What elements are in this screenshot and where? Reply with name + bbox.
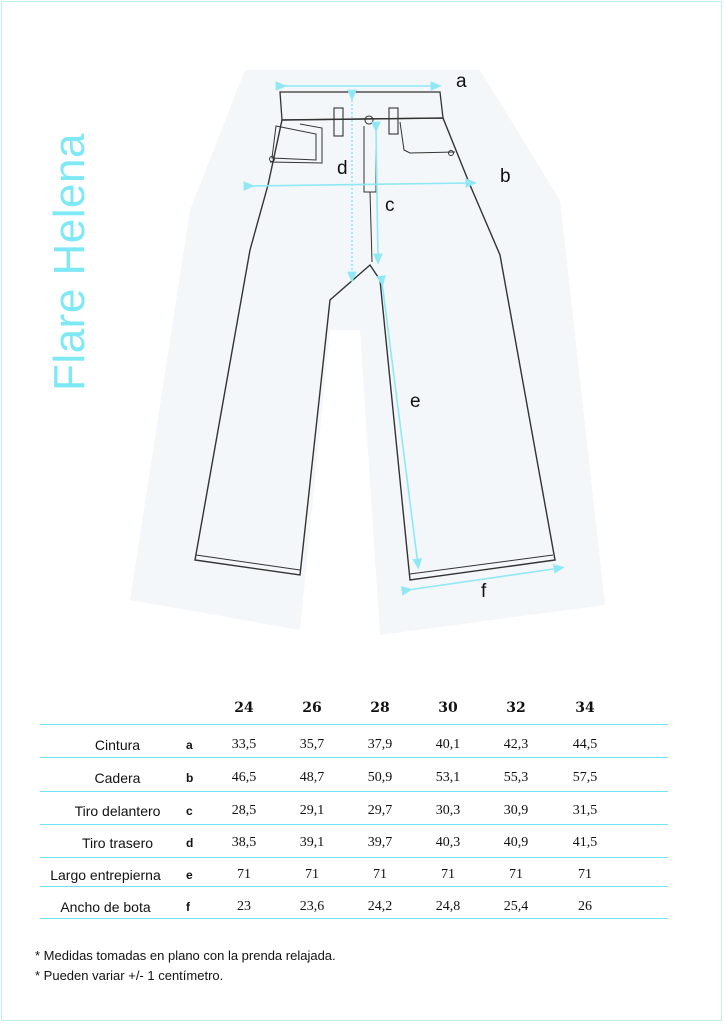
table-cell: 39,7: [367, 835, 393, 850]
table-cell: 55,3: [503, 770, 529, 785]
table-cell: 25,4: [503, 899, 529, 914]
size-header: 24: [234, 700, 254, 716]
row-name: Tiro delantero: [74, 803, 161, 819]
table-cell: 71: [578, 867, 592, 882]
table-cell: 26: [578, 899, 592, 914]
table-cell: 24,8: [435, 899, 461, 914]
table-cell: 57,5: [572, 770, 598, 785]
footnotes: [35, 946, 336, 986]
table-cell: 35,7: [299, 737, 325, 752]
table-cell: 37,9: [367, 737, 393, 752]
footnote: * Pueden variar +/- 1 centímetro.: [35, 968, 224, 983]
size-header: 30: [438, 700, 458, 716]
table-cell: 71: [441, 867, 455, 882]
row-divider: [40, 824, 668, 825]
footnote: * Medidas tomadas en plano con la prenda relajada.: [35, 948, 336, 963]
table-cell: 71: [305, 867, 319, 882]
row-divider: [40, 918, 668, 919]
table-cell: 23,6: [299, 899, 325, 914]
product-title: Flare Helena: [45, 133, 94, 391]
table-cell: 29,7: [367, 803, 393, 818]
measure-label-d: d: [337, 158, 348, 179]
row-code: f: [186, 900, 190, 914]
table-cell: 33,5: [231, 737, 257, 752]
row-name: Tiro trasero: [81, 835, 154, 851]
table-cell: 23: [237, 899, 251, 914]
table-cell: 40,3: [435, 835, 461, 850]
table-cell: 53,1: [435, 770, 461, 785]
row-name: Cadera: [94, 770, 141, 786]
row-divider: [40, 724, 668, 725]
measure-label-b: b: [500, 166, 511, 187]
row-name: Largo entrepierna: [50, 867, 161, 883]
measure-label-c: c: [385, 195, 395, 216]
row-divider: [40, 886, 668, 887]
table-cell: 50,9: [367, 770, 393, 785]
table-cell: 41,5: [572, 835, 598, 850]
table-cell: 44,5: [572, 737, 598, 752]
size-header: 26: [302, 700, 322, 716]
row-divider: [40, 757, 668, 758]
row-divider: [40, 791, 668, 792]
table-cell: 40,1: [435, 737, 461, 752]
table-cell: 24,2: [367, 899, 393, 914]
table-cell: 42,3: [503, 737, 529, 752]
table-cell: 71: [237, 867, 251, 882]
measure-label-a: a: [456, 71, 467, 92]
table-cell: 29,1: [299, 803, 325, 818]
row-code: b: [186, 771, 194, 785]
table-cell: 40,9: [503, 835, 529, 850]
table-cell: 30,9: [503, 803, 529, 818]
table-cell: 31,5: [572, 803, 598, 818]
table-cell: 38,5: [231, 835, 257, 850]
size-header: 32: [506, 700, 526, 716]
row-code: a: [186, 738, 193, 752]
row-name: Ancho de bota: [60, 899, 151, 915]
table-cell: 30,3: [435, 803, 461, 818]
row-code: e: [186, 868, 193, 882]
row-name: Cintura: [94, 737, 141, 753]
table-cell: 48,7: [299, 770, 325, 785]
drawing-shadow: [130, 70, 605, 635]
measure-label-e: e: [410, 391, 421, 412]
measure-label-f: f: [481, 581, 487, 602]
table-cell: 39,1: [299, 835, 325, 850]
table-cell: 71: [509, 867, 523, 882]
size-header: 34: [575, 700, 595, 716]
table-cell: 46,5: [231, 770, 257, 785]
row-divider: [40, 857, 668, 858]
size-header: 28: [370, 700, 390, 716]
table-cell: 71: [373, 867, 387, 882]
table-cell: 28,5: [231, 803, 257, 818]
row-code: d: [186, 836, 194, 850]
row-code: c: [186, 804, 193, 818]
